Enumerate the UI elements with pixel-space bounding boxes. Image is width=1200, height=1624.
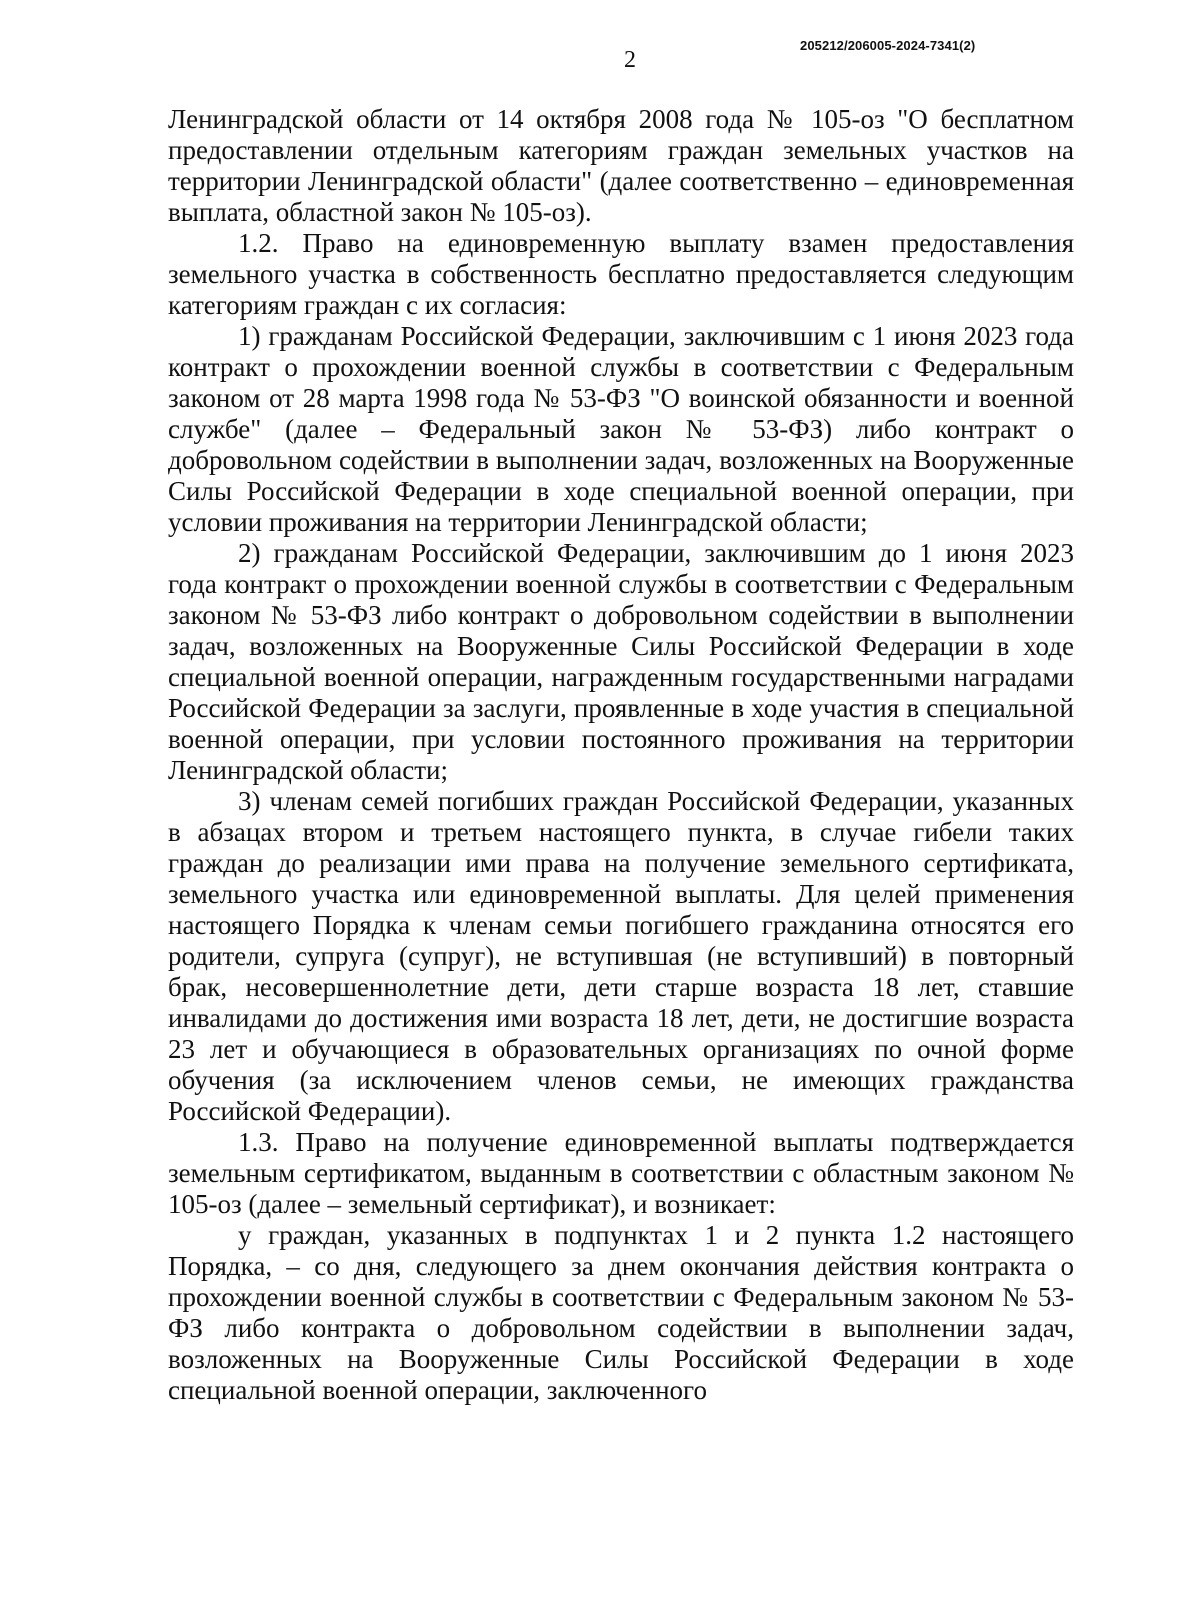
paragraph-item-3: 3) членам семей погибших граждан Российской Федерации, указанных в абзацах втором и третьем настоящего пункта, в случае гибели таких граждан до реализации ими права на получение земельного сертификата, земельного участка или единовременной выплаты. Для целей применения настоящего Порядка к членам семьи погибшего гражданина относятся его родители, супруга (супруг), не вступившая (не вступивший) в повторный брак, несовершеннолетние дети, дети старше возраста 18 лет, ставшие инвалидами до достижения ими возраста 18 лет, дети, не достигшие возраста 23 лет и обучающиеся в образовательных организациях по очной форме обучения (за исключением членов семьи, не имеющих гражданства Российской Федерации). (168, 786, 1074, 1126)
page-number: 2 (624, 47, 636, 73)
paragraph-item-2: 2) гражданам Российской Федерации, заключившим до 1 июня 2023 года контракт о прохождении военной службы в соответствии с Федеральным законом № 53-ФЗ либо контракт о добровольном содействии в выполнении задач, возложенных на Вооруженные Силы Российской Федерации в ходе специальной военной операции, награжденным государственными наградами Российской Федерации за заслуги, проявленные в ходе участия в специальной военной операции, при условии постоянного проживания на территории Ленинградской области; (168, 538, 1074, 785)
paragraph-item-1: 1) гражданам Российской Федерации, заключившим с 1 июня 2023 года контракт о прохождении военной службы в соответствии с Федеральным законом от 28 марта 1998 года № 53-ФЗ "О воинской обязанности и военной службе" (далее – Федеральный закон № 53-ФЗ) либо контракт о добровольном содействии в выполнении задач, возложенных на Вооруженные Силы Российской Федерации в ходе специальной военной операции, при условии проживания на территории Ленинградской области; (168, 321, 1074, 537)
paragraph-1-3: 1.3. Право на получение единовременной выплаты подтверждается земельным сертификатом, выданным в соответствии с областным законом № 105-оз (далее – земельный сертификат), и возникает: (168, 1127, 1074, 1219)
document-registration-code: 205212/206005-2024-7341(2) (800, 38, 976, 53)
document-body (168, 104, 1074, 1406)
paragraph-1-2: 1.2. Право на единовременную выплату взамен предоставления земельного участка в собственность бесплатно предоставляется следующим категориям граждан с их согласия: (168, 228, 1074, 320)
paragraph-continuation: Ленинградской области от 14 октября 2008 года № 105-оз "О бесплатном предоставлении отдельным категориям граждан земельных участков на территории Ленинградской области" (далее соответственно – единовременная выплата, областной закон № 105-оз). (168, 104, 1074, 227)
paragraph-1-3-clause: у граждан, указанных в подпунктах 1 и 2 пункта 1.2 настоящего Порядка, – со дня, следующего за днем окончания действия контракта о прохождении военной службы в соответствии с Федеральным законом № 53-ФЗ либо контракта о добровольном содействии в выполнении задач, возложенных на Вооруженные Силы Российской Федерации в ходе специальной военной операции, заключенного (168, 1220, 1074, 1405)
